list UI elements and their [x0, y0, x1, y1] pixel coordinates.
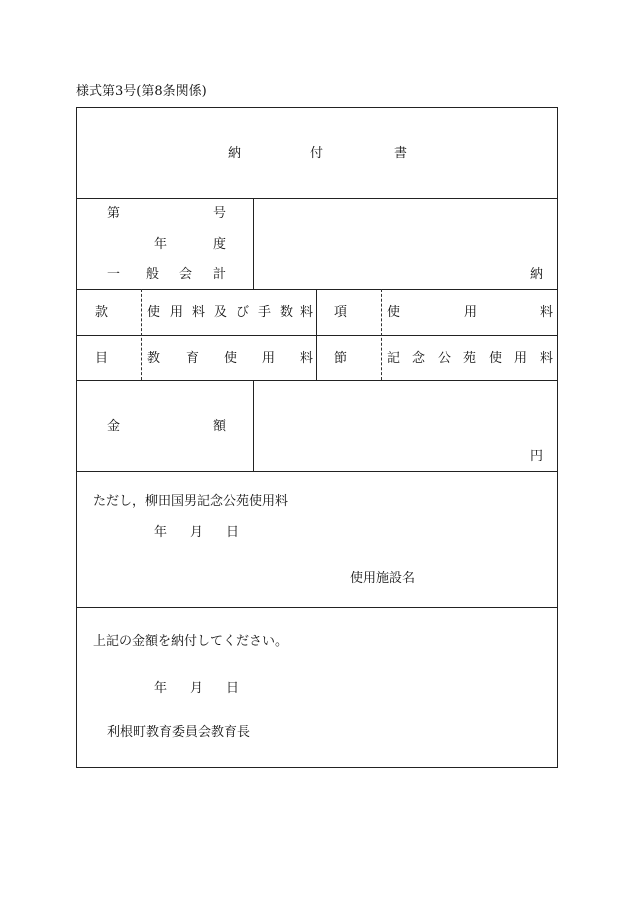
moku-value-char: 教 — [147, 351, 161, 366]
kan-value-char: 料 — [300, 305, 314, 320]
account-label-char: 般 — [146, 267, 160, 282]
setsu-value-char: 料 — [540, 351, 554, 366]
kan-value-char: 手 — [258, 305, 272, 320]
request-date-char: 日 — [226, 681, 240, 696]
note-text: ただし，柳田国男記念公苑使用料 — [93, 494, 289, 509]
kan-value-char: 用 — [170, 305, 184, 320]
moku-value-char: 用 — [262, 351, 276, 366]
kan-value-char: 使 — [147, 305, 161, 320]
kan-value-char: 及 — [214, 305, 228, 320]
kou-label: 項 — [334, 305, 348, 320]
dashed-divider — [141, 289, 142, 380]
request-date-char: 月 — [190, 681, 204, 696]
divider — [316, 289, 317, 380]
payment-label: 納 — [530, 267, 544, 282]
setsu-value-char: 使 — [489, 351, 503, 366]
moku-value-char: 料 — [300, 351, 314, 366]
number-label-char: 第 — [107, 206, 121, 221]
form-frame — [76, 107, 558, 768]
form-title-char: 付 — [310, 146, 324, 161]
divider — [76, 471, 558, 472]
issuer-name: 利根町教育委員会教育長 — [107, 725, 251, 740]
kou-value-char: 料 — [540, 305, 554, 320]
account-label-char: 一 — [107, 267, 121, 282]
divider — [76, 335, 558, 336]
kan-label: 款 — [95, 305, 109, 320]
request-text: 上記の金額を納付してください。 — [93, 634, 289, 649]
setsu-label: 節 — [334, 351, 348, 366]
amount-label-char: 金 — [107, 419, 121, 434]
divider — [76, 607, 558, 608]
account-label-char: 会 — [179, 267, 193, 282]
kan-value-char: 数 — [280, 305, 294, 320]
setsu-value-char: 用 — [514, 351, 528, 366]
moku-value-char: 育 — [186, 351, 200, 366]
divider — [253, 380, 254, 471]
kou-value-char: 使 — [387, 305, 401, 320]
number-label-char: 号 — [213, 206, 227, 221]
note-date-char: 年 — [154, 525, 168, 540]
divider — [76, 289, 558, 290]
moku-label: 目 — [95, 351, 109, 366]
fiscal-year-label-char: 年 — [154, 237, 168, 252]
divider — [76, 198, 558, 199]
facility-name-label: 使用施設名 — [350, 571, 416, 586]
form-caption: 様式第3号(第8条関係) — [76, 84, 207, 99]
setsu-value-char: 記 — [387, 351, 401, 366]
moku-value-char: 使 — [224, 351, 238, 366]
yen-unit: 円 — [530, 449, 544, 464]
divider — [76, 380, 558, 381]
setsu-value-char: 念 — [412, 351, 426, 366]
kan-value-char: 料 — [192, 305, 206, 320]
divider — [253, 198, 254, 289]
note-date-char: 月 — [190, 525, 204, 540]
setsu-value-char: 公 — [438, 351, 452, 366]
account-label-char: 計 — [213, 267, 227, 282]
kou-value-char: 用 — [464, 305, 478, 320]
dashed-divider — [381, 289, 382, 380]
request-date-char: 年 — [154, 681, 168, 696]
kan-value-char: び — [236, 305, 250, 320]
fiscal-year-label-char: 度 — [213, 237, 227, 252]
setsu-value-char: 苑 — [463, 351, 477, 366]
form-title-char: 書 — [394, 146, 408, 161]
amount-label-char: 額 — [213, 419, 227, 434]
note-date-char: 日 — [226, 525, 240, 540]
form-title-char: 納 — [228, 146, 242, 161]
